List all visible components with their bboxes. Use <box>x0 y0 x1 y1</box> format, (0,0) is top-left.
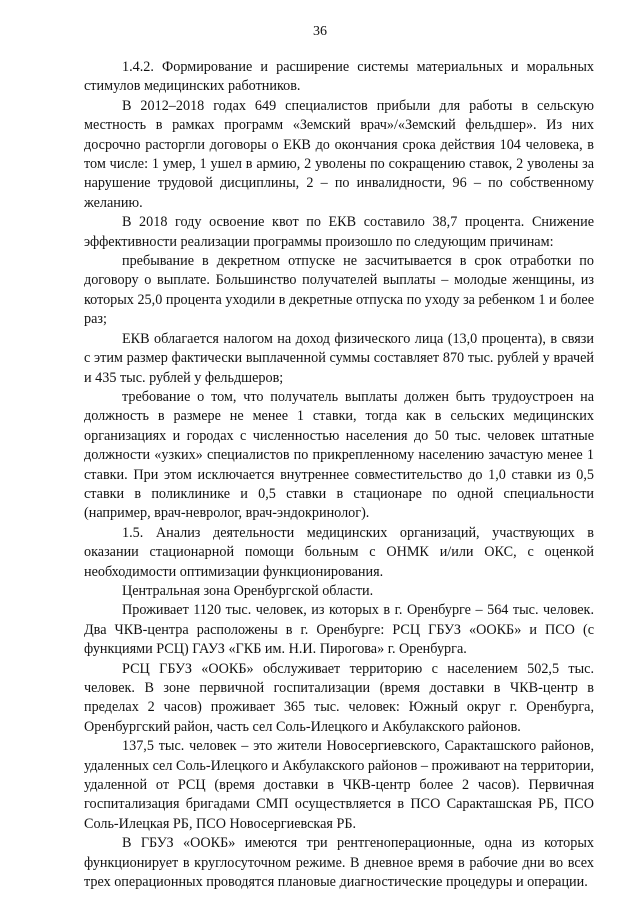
section-heading-1-5: 1.5. Анализ деятельности медицинских организаций, участвующих в оказании стационарной помощи больным с ОНМК и/или ОКС, с оценкой необходимости оптимизации функционирования. <box>84 524 594 580</box>
subheading: Центральная зона Оренбургской области. <box>122 582 374 599</box>
list-item: требование о том, что получатель выплаты должен быть трудоустроен на должность в размере не менее 1 ставки, тогда как в сельских медицинских организациях и городах с численностью населения до 50 тыс. человек штатные должности «узких» специалистов по прикрепленному населению зачастую менее 1 ставки. При этом исключается внутреннее совместительство до 1,0 ставки из 0,5 ставки в поликлинике и 0,5 ставки в стационаре по одной специальности (например, врач-невролог, врач-эндокринолог). <box>84 388 594 522</box>
list-item: пребывание в декретном отпуске не засчитывается в срок отработки по договору о выплате. Большинство получателей выплаты – молодые женщины, из которых 25,0 процента уходили в декретные отпуска по уходу за ребенком 1 и более раз; <box>84 253 594 328</box>
paragraph: Проживает 1120 тыс. человек, из которых в г. Оренбурге – 564 тыс. человек. Два ЧКВ-центра расположены в г. Оренбурге: РСЦ ГБУЗ «ООКБ» и ПСО (с функциями РСЦ) ГАУЗ «ГКБ им. Н.И. Пирогова» г. Оренбурга. <box>84 602 594 658</box>
list-item: ЕКВ облагается налогом на доход физического лица (13,0 процента), в связи с этим размер фактически выплаченной суммы составляет 870 тыс. рублей у врачей и 435 тыс. рублей у фельдшеров; <box>84 330 594 386</box>
paragraph: РСЦ ГБУЗ «ООКБ» обслуживает территорию с населением 502,5 тыс. человек. В зоне первичной госпитализации (время доставки в ЧКВ-центр в пределах 2 часов) проживает 365 тыс. человек: Южный округ г. Оренбурга, Оренбургский район, часть сел Соль-Илецкого и Акбулакского районов. <box>84 660 594 735</box>
paragraph: В ГБУЗ «ООКБ» имеются три рентгеноперационные, одна из которых функционирует в круглосуточном режиме. В дневное время в рабочие дни во всех трех операционных проводятся плановые диагностические процедуры и операции. <box>84 835 594 891</box>
page-body <box>84 58 594 892</box>
paragraph: 137,5 тыс. человек – это жители Новосергиевского, Саракташского районов, удаленных сел Соль-Илецкого и Акбулакского районов – проживают на территории, удаленной от РСЦ (время доставки в ЧКВ-центр более 2 часов). Первичная госпитализация бригадами СМП осуществляется в ПСО Саракташская РБ, ПСО Соль-Илецкая РБ, ПСО Новосергиевская РБ. <box>84 738 594 832</box>
paragraph: В 2012–2018 годах 649 специалистов прибыли для работы в сельскую местность в рамках программ «Земский врач»/«Земский фельдшер». Из них досрочно расторгли договоры о ЕКВ до окончания срока действия 104 человека, в том числе: 1 умер, 1 ушел в армию, 2 уволены по сокращению ставок, 2 уволены за нарушение трудовой дисциплины, 2 – по инвалидности, 96 – по собственному желанию. <box>84 97 594 211</box>
page-number: 36 <box>313 24 327 39</box>
paragraph: В 2018 году освоение квот по ЕКВ составило 38,7 процента. Снижение эффективности реализации программы произошло по следующим причинам: <box>84 214 594 250</box>
section-heading-1-4-2: 1.4.2. Формирование и расширение системы материальных и моральных стимулов медицинских работников. <box>84 59 594 95</box>
